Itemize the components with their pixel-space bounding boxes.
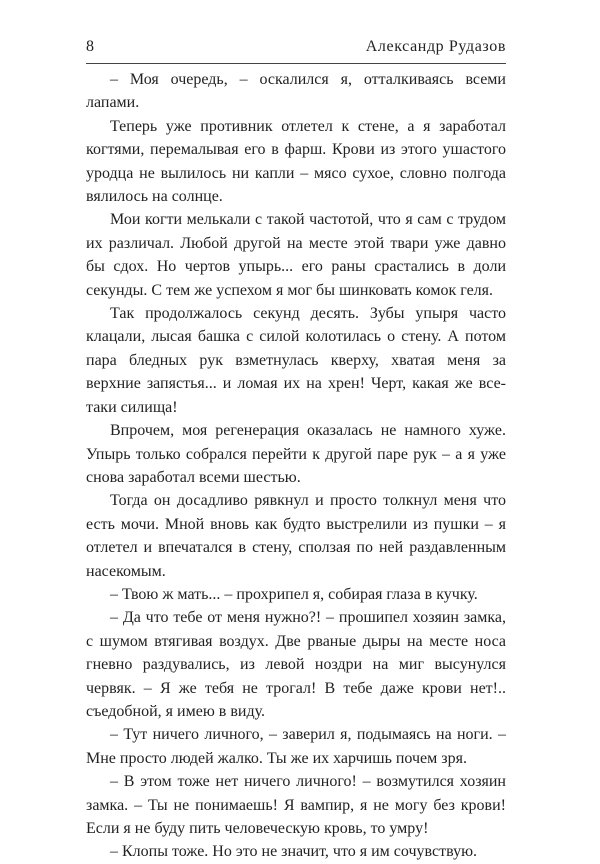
header-rule: [86, 63, 506, 64]
paragraph: Тогда он досадливо рявкнул и просто толкнул меня что есть мочи. Мной вновь как будто выстрелили из пушки – я отлетел и впечатался в стену, сползая по ней раздавленным насекомым.: [86, 492, 506, 580]
paragraph: Мои когти мелькали с такой частотой, что я сам с трудом их различал. Любой другой на месте этой твари уже давно бы сдох. Но чертов упырь... его раны срастались в доли секунды. С тем же успехом я мог бы шинковать комок геля.: [86, 211, 506, 299]
paragraph: – Клопы тоже. Но это не значит, что я им сочувствую.: [110, 843, 478, 861]
paragraph: – Тут ничего личного, – заверил я, подымаясь на ноги. – Мне просто людей жалко. Ты же их харчишь почем зря.: [86, 726, 506, 767]
paragraph: – Твою ж мать... – прохрипел я, собирая глаза в кучку.: [110, 585, 478, 603]
running-title: Александр Рудазов: [365, 38, 506, 55]
paragraph: Впрочем, моя регенерация оказалась не намного хуже. Упырь только собрался перейти к другой паре рук – а я уже снова заработал всеми шестью.: [86, 422, 506, 486]
paragraph: Так продолжалось секунд десять. Зубы упыря часто клацали, лысая башка с силой колотилась о стену. А потом пара бледных рук взметнулась кверху, хватая меня за верхние запястья... и ломая их на хрен! Черт, какая же все-таки силища!: [86, 305, 506, 416]
body-text: [86, 68, 506, 864]
page-number: 8: [86, 38, 95, 55]
paragraph: – В этом тоже нет ничего личного! – возмутился хозяин замка. – Ты не понимаешь! Я вампир, я не могу без крови! Если я не буду пить человеческую кровь, то умру!: [86, 773, 506, 837]
paragraph: – Моя очередь, – оскалился я, отталкиваясь всеми лапами.: [86, 71, 506, 112]
paragraph: – Да что тебе от меня нужно?! – прошипел хозяин замка, с шумом втягивая воздух. Две рваные дыры на месте носа гневно раздувались, из левой ноздри на миг высунулся червяк. – Я же тебя не трогал! В тебе даже крови нет!.. съедобной, я имею в виду.: [86, 609, 506, 720]
paragraph: Теперь уже противник отлетел к стене, а я заработал когтями, перемалывая его в фарш. Крови из этого ушастого уродца не вылилось ни капли – мясо сухое, словно полгода вялилось на солнце.: [86, 117, 506, 206]
running-header: [86, 38, 506, 56]
